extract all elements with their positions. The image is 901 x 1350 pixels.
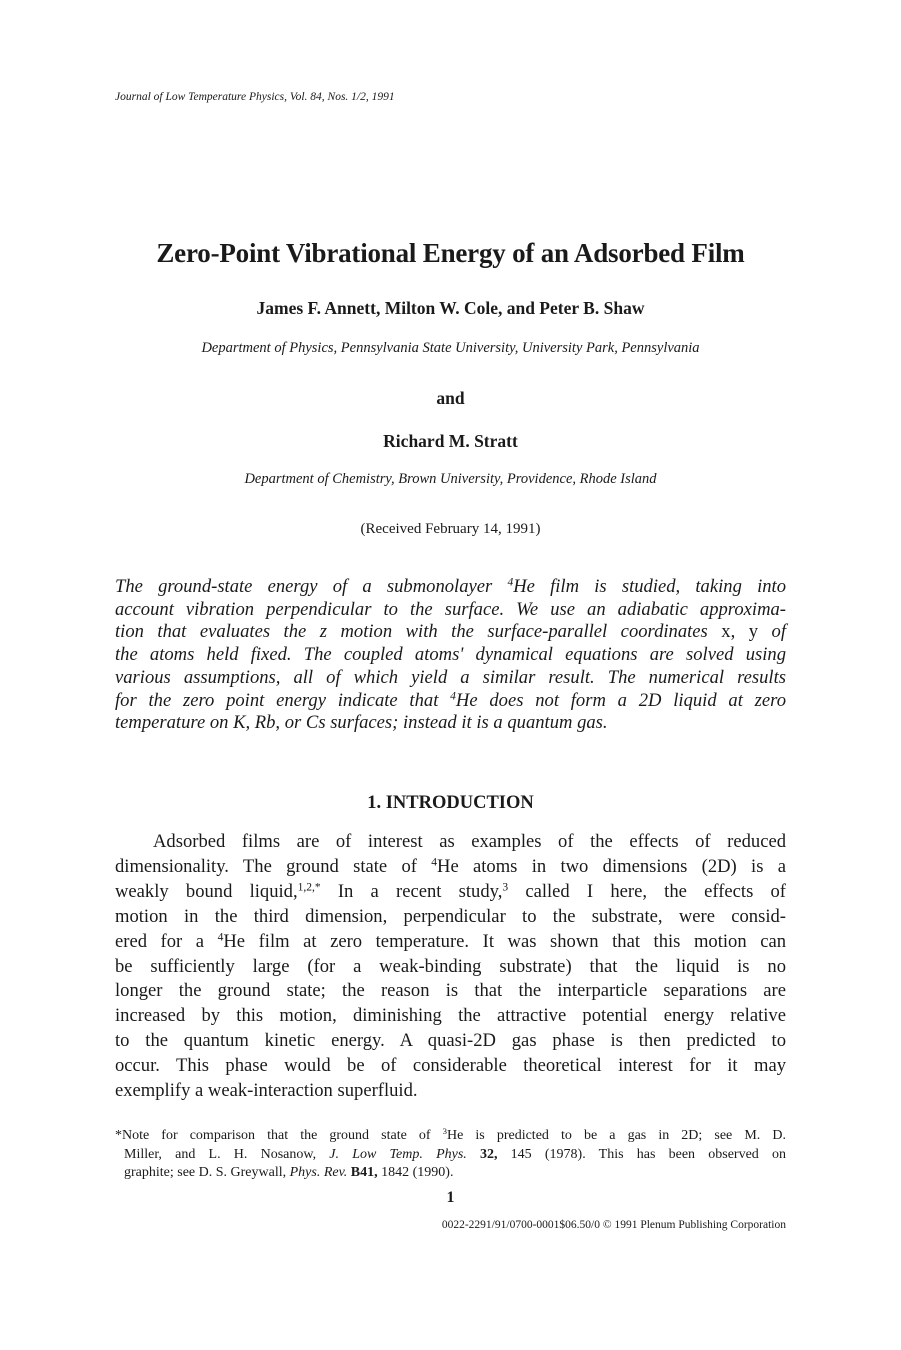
abstract xyxy=(115,576,786,735)
author-list-primary: James F. Annett, Milton W. Cole, and Peter B. Shaw xyxy=(256,298,645,318)
footnote-line: graphite; see D. S. Greywall, Phys. Rev. B41, 1842 (1990). xyxy=(124,1165,454,1180)
abstract-line: for the zero point energy indicate that $^4$He does not form a 2D liquid at zero xyxy=(115,689,786,711)
paragraph-line: exemplify a weak-interaction superfluid. xyxy=(115,1080,418,1102)
abstract-line: temperature on K, Rb, or Cs surfaces; instead it is a quantum gas. xyxy=(115,712,608,734)
author-list-secondary: Richard M. Stratt xyxy=(383,431,518,451)
copyright-line: 0022-2291/91/0700-0001$06.50/0 © 1991 Plenum Publishing Corporation xyxy=(441,1219,786,1231)
abstract-line: tion that evaluates the z motion with the surface-parallel coordinates x, y of xyxy=(115,621,787,643)
paragraph-line: Adsorbed films are of interest as examples of the effects of reduced xyxy=(153,831,786,852)
citation-ref: 1,2,* xyxy=(297,881,321,894)
paragraph-line: motion in the third dimension, perpendicular to the substrate, were consid- xyxy=(115,905,786,927)
paragraph-line: dimensionality. The ground state of $^4$He atoms in two dimensions (2D) is a xyxy=(115,855,786,877)
paragraph-line: occur. This phase would be of considerable theoretical interest for it may xyxy=(115,1055,786,1077)
abstract-line: various assumptions, all of which yield a similar result. The numerical results xyxy=(115,666,786,688)
section-heading: 1. INTRODUCTION xyxy=(367,793,534,813)
footnote-line: Miller, and L. H. Nosanow, J. Low Temp. Phys. 32, 145 (1978). This has been observed on xyxy=(124,1146,786,1162)
abstract-line: the atoms held fixed. The coupled atoms' dynamical equations are solved using xyxy=(115,644,786,666)
abstract-line: The ground-state energy of a submonolayer $^4$He film is studied, taking into xyxy=(115,576,786,597)
paragraph-line: longer the ground state; the reason is that the interparticle separations are xyxy=(115,980,786,1002)
citation-ref: 3 xyxy=(502,881,509,894)
paragraph-line: be sufficiently large (for a weak-binding substrate) that the liquid is no xyxy=(115,955,786,977)
footnote-line: *Note for comparison that the ground state of $^3$He is predicted to be a gas in 2D; see M. D. xyxy=(115,1126,786,1143)
affiliation-chemistry: Department of Chemistry, Brown University, Providence, Rhode Island xyxy=(244,471,657,487)
paragraph-line: weakly bound liquid,$^{1,2,*}$ In a recent study,$^3$ called I here, the effects of xyxy=(115,880,787,902)
abstract-line: account vibration perpendicular to the surface. We use an adiabatic approxima- xyxy=(115,598,786,620)
affiliation-physics: Department of Physics, Pennsylvania State University, University Park, Pennsylvania xyxy=(201,340,700,356)
paper-title: Zero-Point Vibrational Energy of an Adsorbed Film xyxy=(156,238,745,268)
footnote xyxy=(115,1127,786,1183)
paragraph-line: ered for a $^4$He film at zero temperature. It was shown that this motion can xyxy=(115,930,786,952)
received-date: (Received February 14, 1991) xyxy=(360,521,541,537)
paragraph-line: to the quantum kinetic energy. A quasi-2D gas phase is then predicted to xyxy=(115,1030,786,1052)
introduction-paragraph xyxy=(115,830,786,1104)
journal-header: Journal of Low Temperature Physics, Vol. 84, Nos. 1/2, 1991 xyxy=(115,91,395,103)
page-number: 1 xyxy=(446,1189,455,1206)
author-conjunction: and xyxy=(436,388,465,408)
paragraph-line: increased by this motion, diminishing the attractive potential energy relative xyxy=(115,1005,786,1027)
